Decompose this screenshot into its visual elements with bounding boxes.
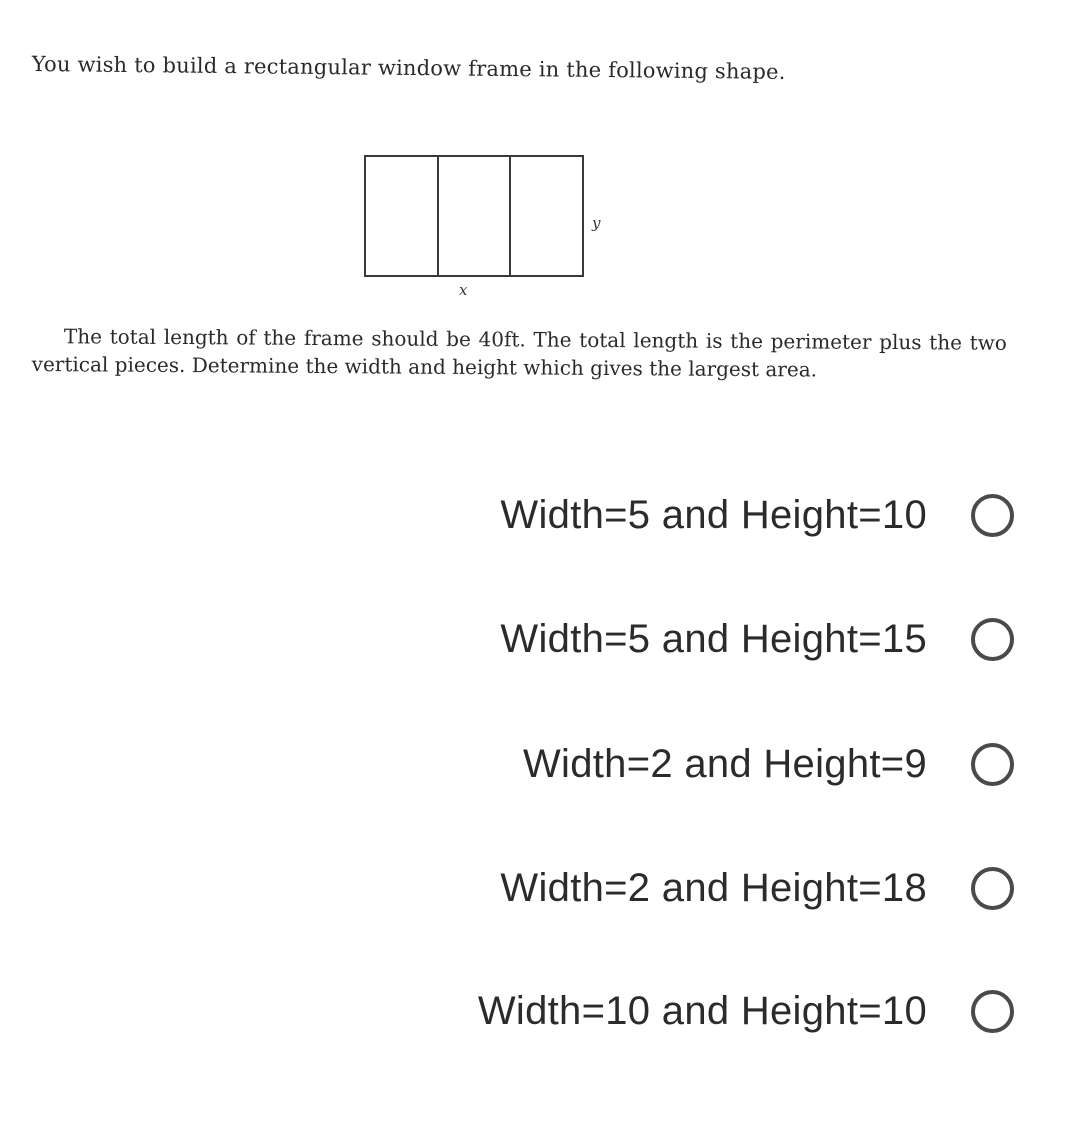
answer-option-label: Width=2 and Height=9 — [522, 741, 927, 786]
frame-outline — [365, 156, 583, 276]
radio-button-icon[interactable] — [971, 743, 1014, 786]
answer-option-label: Width=2 and Height=18 — [500, 865, 927, 910]
answer-option-4[interactable] — [500, 853, 1014, 923]
radio-button-icon[interactable] — [971, 990, 1014, 1033]
answer-option-label: Width=5 and Height=15 — [500, 616, 927, 661]
question-block — [0, 0, 1080, 440]
question-intro: You wish to build a rectangular window frame in the following shape. — [31, 52, 786, 84]
radio-button-icon[interactable] — [971, 618, 1014, 661]
answer-option-label: Width=5 and Height=10 — [500, 492, 927, 537]
window-frame-figure — [356, 148, 616, 308]
answer-option-label: Width=10 and Height=10 — [477, 988, 927, 1033]
window-frame-diagram — [356, 148, 596, 288]
answer-option-3[interactable] — [523, 729, 1014, 799]
answer-option-5[interactable] — [478, 976, 1014, 1046]
height-label-y: y — [592, 214, 601, 232]
answer-option-2[interactable] — [500, 604, 1014, 674]
radio-button-icon[interactable] — [971, 494, 1014, 537]
answer-option-1[interactable] — [500, 480, 1014, 550]
question-problem-text: The total length of the frame should be 40ft. The total length is the perimeter plus the two vertical pieces. Determine the width and height which gives the largest area. — [31, 324, 1007, 382]
radio-button-icon[interactable] — [971, 867, 1014, 910]
width-label-x: x — [459, 281, 468, 299]
